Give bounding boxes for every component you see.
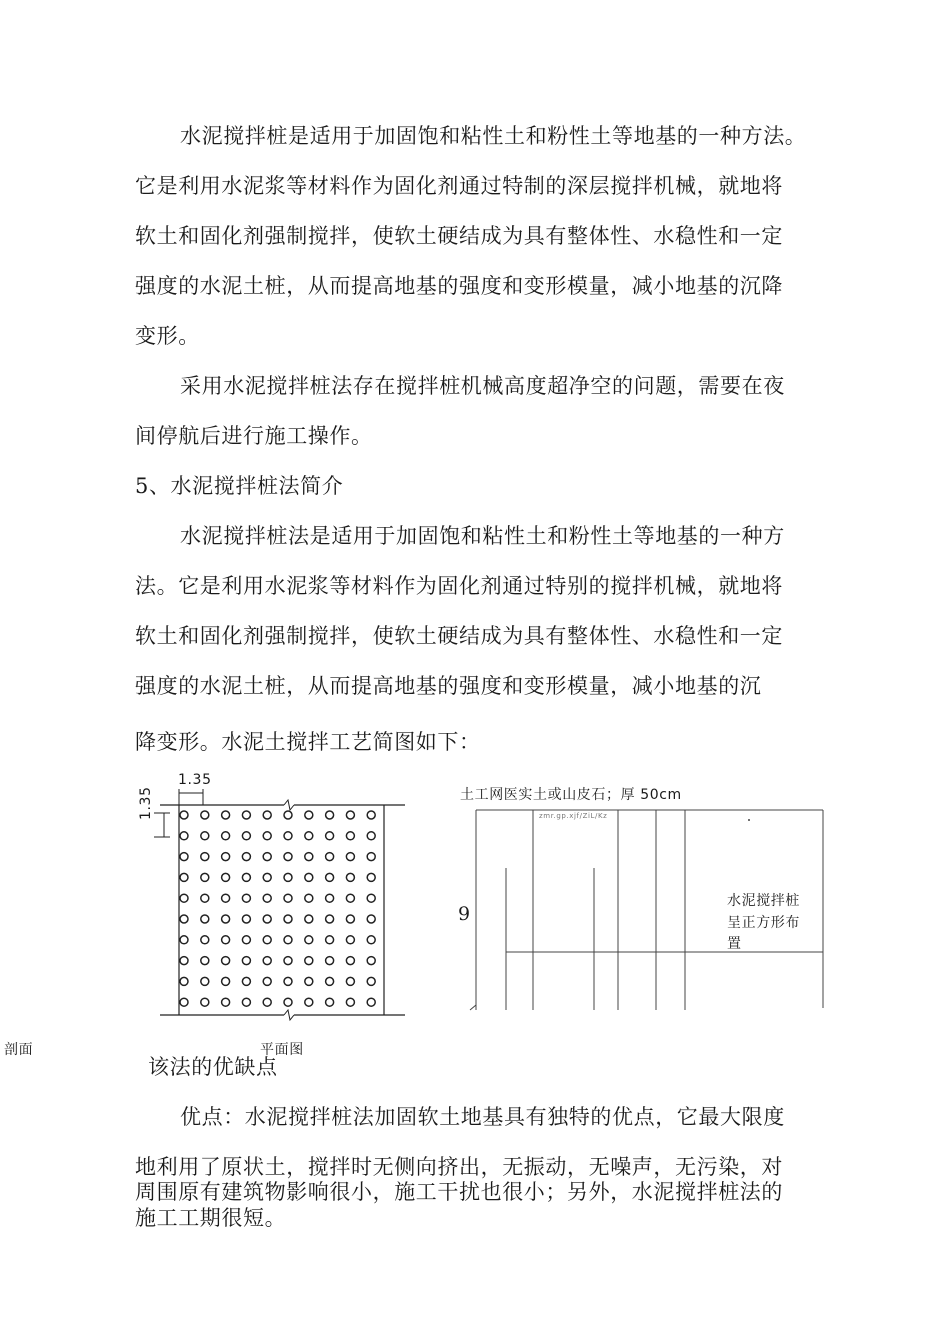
pile-marker	[180, 957, 188, 965]
pile-marker	[284, 853, 292, 861]
pile-marker	[180, 977, 188, 985]
pile-marker	[346, 832, 354, 840]
pile-marker	[305, 873, 313, 881]
pile-marker	[222, 832, 230, 840]
pile-marker	[263, 853, 271, 861]
pile-marker	[263, 811, 271, 819]
pile-marker	[326, 832, 334, 840]
pile-marker	[180, 998, 188, 1006]
para2-line-2: 间停航后进行施工操作。	[135, 424, 373, 448]
pile-marker	[305, 811, 313, 819]
pile-marker	[242, 832, 250, 840]
section-5-heading: 5、水泥搅拌桩法简介	[135, 474, 344, 498]
pile-marker	[367, 832, 375, 840]
pile-marker	[180, 832, 188, 840]
pile-marker	[305, 977, 313, 985]
para3-line-1: 水泥搅拌桩法是适用于加固饱和粘性土和粉性土等地基的一种方	[180, 524, 785, 548]
para1-line-3: 软土和固化剂强制搅拌，使软土硬结成为具有整体性、水稳性和一定	[135, 224, 783, 248]
pile-marker	[326, 957, 334, 965]
pile-marker	[346, 853, 354, 861]
para4-line-2: 地利用了原状土，搅拌时无侧向挤出，无振动，无噪声，无污染，对	[135, 1155, 783, 1179]
pile-marker	[201, 811, 209, 819]
pile-marker	[201, 957, 209, 965]
pile-marker	[284, 998, 292, 1006]
para3-line-3: 软土和固化剂强制搅拌，使软土硬结成为具有整体性、水稳性和一定	[135, 624, 783, 648]
pile-marker	[346, 936, 354, 944]
pile-marker	[242, 853, 250, 861]
cross-section-figure	[466, 800, 826, 1020]
pile-marker	[367, 894, 375, 902]
section-top-label: 土工网医实土或山皮石；厚 50cm	[460, 787, 682, 803]
pile-marker	[284, 957, 292, 965]
pile-marker	[284, 811, 292, 819]
para4-line-4: 施工工期很短。	[135, 1206, 287, 1230]
para1-line-5: 变形。	[135, 324, 200, 348]
pile-marker	[242, 957, 250, 965]
para1-line-4: 强度的水泥土桩，从而提高地基的强度和变形模量，减小地基的沉降	[135, 274, 783, 298]
pile-marker	[305, 832, 313, 840]
pile-marker	[201, 832, 209, 840]
pile-marker	[326, 894, 334, 902]
plan-dim-left: 1.35	[138, 786, 154, 820]
pile-marker	[222, 936, 230, 944]
section-tiny-label: zmr.gp.xjf/ZiL/Kz	[539, 812, 608, 820]
pile-marker	[263, 936, 271, 944]
pile-marker	[222, 811, 230, 819]
pile-marker	[346, 998, 354, 1006]
pile-marker	[180, 915, 188, 923]
pile-marker	[242, 998, 250, 1006]
para3-line-4: 强度的水泥土桩，从而提高地基的强度和变形模量，减小地基的沉	[135, 674, 762, 698]
pros-cons-heading: 该法的优缺点	[148, 1055, 278, 1079]
pile-marker	[326, 873, 334, 881]
pile-marker	[263, 957, 271, 965]
para2-line-1: 采用水泥搅拌桩法存在搅拌桩机械高度超净空的问题，需要在夜	[180, 374, 785, 398]
pile-grid	[180, 811, 375, 1006]
pile-marker	[201, 873, 209, 881]
pile-marker	[201, 998, 209, 1006]
pile-marker	[367, 915, 375, 923]
pile-marker	[346, 977, 354, 985]
pile-marker	[222, 957, 230, 965]
pile-marker	[201, 915, 209, 923]
pile-marker	[326, 936, 334, 944]
pile-marker	[222, 977, 230, 985]
pile-marker	[263, 873, 271, 881]
plan-view-figure	[150, 765, 410, 1058]
pile-marker	[180, 894, 188, 902]
pile-marker	[346, 957, 354, 965]
pile-marker	[367, 977, 375, 985]
pile-marker	[346, 873, 354, 881]
pile-marker	[305, 936, 313, 944]
plan-caption: 平面图	[260, 1042, 304, 1058]
pile-marker	[201, 936, 209, 944]
pile-marker	[367, 811, 375, 819]
pile-marker	[242, 977, 250, 985]
pile-marker	[180, 936, 188, 944]
section-number: 9	[458, 903, 471, 925]
para4-line-3: 周围原有建筑物影响很小，施工干扰也很小；另外，水泥搅拌桩法的	[135, 1180, 783, 1204]
pile-marker	[326, 853, 334, 861]
pile-marker	[222, 998, 230, 1006]
pile-marker	[305, 894, 313, 902]
pile-marker	[242, 811, 250, 819]
section-side-label-1: 水泥搅拌桩	[727, 893, 800, 909]
pile-marker	[367, 853, 375, 861]
pile-marker	[242, 894, 250, 902]
pile-marker	[242, 936, 250, 944]
pile-marker	[284, 936, 292, 944]
pile-marker	[367, 936, 375, 944]
pile-marker	[242, 873, 250, 881]
pile-marker	[263, 998, 271, 1006]
para3-line-5: 降变形。水泥土搅拌工艺简图如下：	[135, 730, 481, 754]
para3-line-2: 法。它是利用水泥浆等材料作为固化剂通过特别的搅拌机械，就地将	[135, 574, 783, 598]
pile-marker	[284, 873, 292, 881]
pile-marker	[263, 915, 271, 923]
pile-marker	[284, 832, 292, 840]
pile-marker	[222, 873, 230, 881]
pile-marker	[305, 915, 313, 923]
pile-marker	[180, 873, 188, 881]
pile-marker	[326, 811, 334, 819]
pile-marker	[284, 977, 292, 985]
section-side-label-2: 呈正方形布	[727, 915, 800, 931]
pile-marker	[346, 811, 354, 819]
plan-dim-top: 1.35	[178, 772, 212, 788]
pile-marker	[180, 853, 188, 861]
pile-marker	[346, 894, 354, 902]
pile-marker	[326, 998, 334, 1006]
para4-line-1: 优点：水泥搅拌桩法加固软土地基具有独特的优点，它最大限度	[180, 1105, 785, 1129]
pile-marker	[201, 853, 209, 861]
pile-marker	[367, 873, 375, 881]
section-caption-left: 剖面	[4, 1042, 34, 1058]
pile-marker	[284, 894, 292, 902]
pile-marker	[263, 894, 271, 902]
pile-marker	[367, 957, 375, 965]
pile-marker	[201, 977, 209, 985]
pile-marker	[305, 957, 313, 965]
pile-marker	[305, 853, 313, 861]
pile-marker	[326, 977, 334, 985]
para1-line-2: 它是利用水泥浆等材料作为固化剂通过特制的深层搅拌机械，就地将	[135, 174, 783, 198]
pile-marker	[263, 832, 271, 840]
pile-marker	[222, 915, 230, 923]
pile-marker	[367, 998, 375, 1006]
para1-line-1: 水泥搅拌桩是适用于加固饱和粘性土和粉性土等地基的一种方法。	[180, 124, 807, 148]
pile-marker	[201, 894, 209, 902]
pile-marker	[263, 977, 271, 985]
pile-marker	[242, 915, 250, 923]
pile-marker	[222, 853, 230, 861]
section-side-label-3: 置	[727, 936, 742, 952]
pile-marker	[346, 915, 354, 923]
pile-marker	[305, 998, 313, 1006]
pile-marker	[284, 915, 292, 923]
pile-marker	[326, 915, 334, 923]
pile-marker	[222, 894, 230, 902]
pile-marker	[180, 811, 188, 819]
